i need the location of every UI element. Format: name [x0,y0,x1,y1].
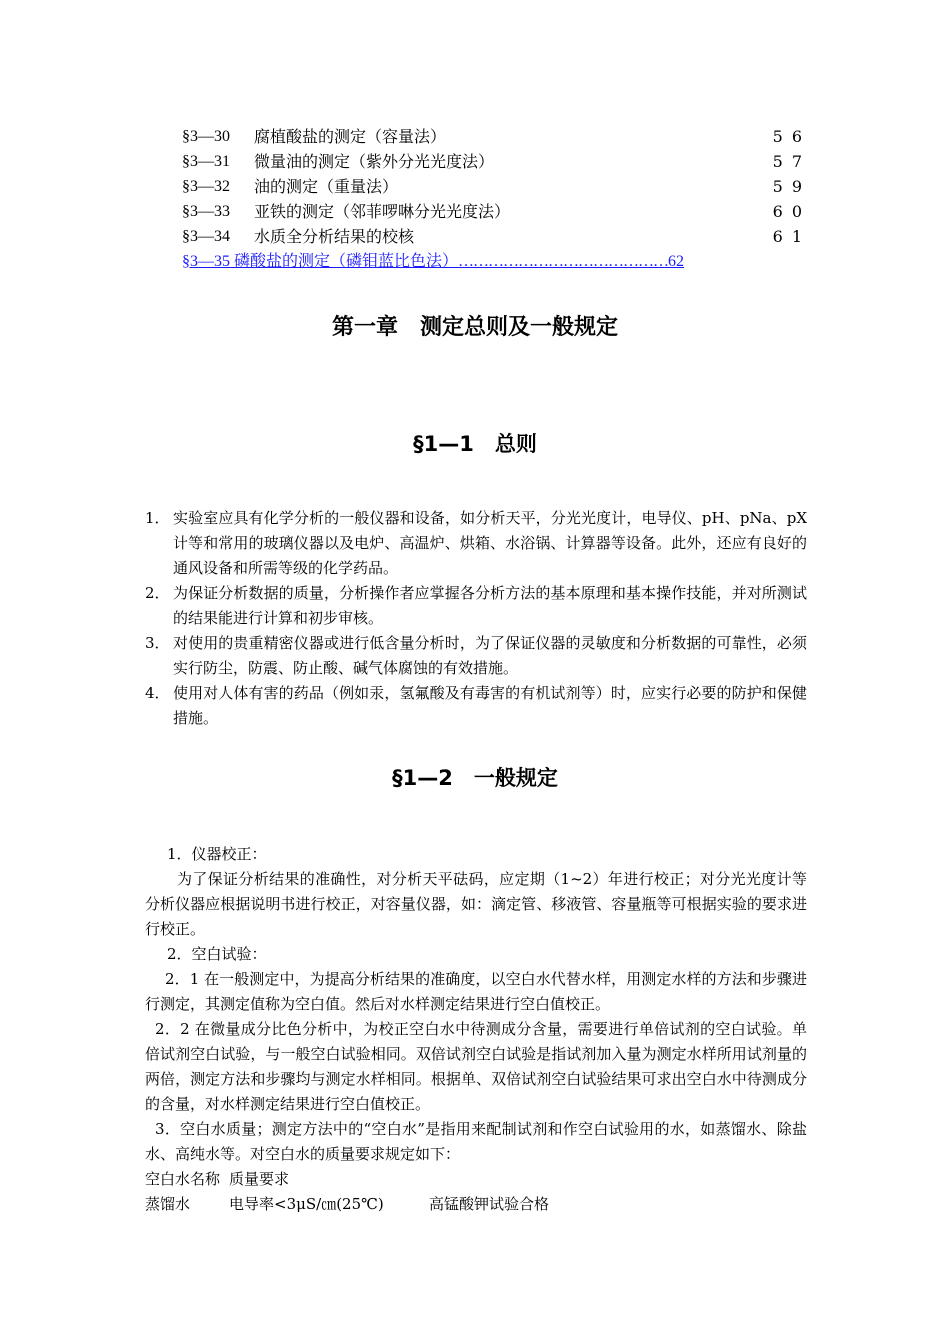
toc-row [182,174,811,199]
table-cell: 蒸馏水 [145,1195,191,1213]
toc-page-number: 59 [772,177,811,196]
toc-link-dots: …………………………………… [458,253,669,270]
toc-section-title: 腐植酸盐的测定（容量法） [254,127,447,146]
toc-link-phosphate[interactable] [182,249,802,274]
blank-water-quality-paragraph: 3．空白水质量；测定方法中的“空白水”是指用来配制试剂和作空白试验用的水，如蒸馏水、除盐水、高纯水等。对空白水的质量要求规定如下： [145,1120,807,1163]
section-heading-general-principles: §1—1 总则 [413,432,537,456]
table-cell: 高锰酸钾试验合格 [429,1195,550,1213]
toc-section-number: §3—32 [182,178,230,195]
general-rules-body [145,842,807,1217]
instrument-calibration-label: 1．仪器校正： [167,845,267,863]
toc-section-number: §3—34 [182,228,230,245]
list-item-number: 3． [145,634,170,652]
toc-page-number: 56 [772,127,811,146]
toc-section-number: §3—30 [182,128,230,145]
list-item [145,506,807,581]
table-header-cell: 质量要求 [229,1170,290,1188]
instrument-calibration-text: 为了保证分析结果的准确性，对分析天平砝码，应定期（1~2）年进行校正；对分光光度计等分析仪器应根据说明书进行校正，对容量仪器，如：滴定管、移液管、容量瓶等可根据实验的要求进行校正。 [145,870,807,938]
toc-section-number: §3—33 [182,203,230,220]
blank-water-table-header [145,1167,807,1192]
toc-section-title: 微量油的测定（紫外分光光度法） [254,152,495,171]
table-of-contents [182,124,811,274]
general-principles-list [145,506,807,731]
toc-link-title: 磷酸盐的测定（磷钼蓝比色法） [234,253,459,270]
toc-row [182,124,811,149]
toc-row [182,199,811,224]
list-item-text: 对使用的贵重精密仪器或进行低含量分析时，为了保证仪器的灵敏度和分析数据的可靠性，必须实行防尘，防震、防止酸、碱气体腐蚀的有效措施。 [173,634,807,677]
blank-test-label: 2．空白试验： [167,945,267,963]
list-item-number: 1． [145,509,170,527]
list-item-text: 实验室应具有化学分析的一般仪器和设备，如分析天平，分光光度计，电导仪、pH、pNa、pX计等和常用的玻璃仪器以及电炉、高温炉、烘箱、水浴锅、计算器等设备。此外，还应有良好的通风设备和所需等级的化学药品。 [173,509,807,577]
list-item-text: 使用对人体有害的药品（例如汞，氢氟酸及有毒害的有机试剂等）时，应实行必要的防护和保健措施。 [173,684,807,727]
chapter-title: 第一章 测定总则及一般规定 [331,315,618,340]
toc-page-number: 61 [772,227,811,246]
toc-section-title: 水质全分析结果的校核 [254,227,415,246]
section-heading-general-rules: §1—2 一般规定 [392,766,558,790]
toc-row [182,224,811,249]
blank-test-paragraph-2-1: 2．1 在一般测定中，为提高分析结果的准确度，以空白水代替水样，用测定水样的方法和步骤进行测定，其测定值称为空白值。然后对水样测定结果进行空白值校正。 [145,970,807,1013]
toc-row [182,149,811,174]
table-header-cell: 空白水名称 [145,1170,221,1188]
toc-section-title: 亚铁的测定（邻菲啰啉分光光度法） [254,202,511,221]
toc-page-number: 57 [772,152,811,171]
list-item-number: 2． [145,584,170,602]
toc-link-number: §3—35 [182,253,230,270]
toc-section-title: 油的测定（重量法） [254,177,399,196]
list-item-number: 4． [145,684,170,702]
list-item [145,631,807,681]
toc-section-number: §3—31 [182,153,230,170]
blank-test-paragraph-2-2: 2．2 在微量成分比色分析中，为校正空白水中待测成分含量，需要进行单倍试剂的空白试验。单倍试剂空白试验，与一般空白试验相同。双倍试剂空白试验是指试剂加入量为测定水样所用试剂量的两倍，测定方法和步骤均与测定水样相同。根据单、双倍试剂空白试验结果可求出空白水中待测成分的含量，对水样测定结果进行空白值校正。 [145,1020,807,1113]
toc-page-number: 60 [772,202,811,221]
toc-link-page: 62 [668,253,685,270]
table-cell: 电导率<3μS/㎝(25℃) [229,1195,384,1213]
list-item [145,681,807,731]
list-item [145,581,807,631]
table-row [145,1192,807,1217]
list-item-text: 为保证分析数据的质量，分析操作者应掌握各分析方法的基本原理和基本操作技能，并对所测试的结果能进行计算和初步审核。 [173,584,807,627]
